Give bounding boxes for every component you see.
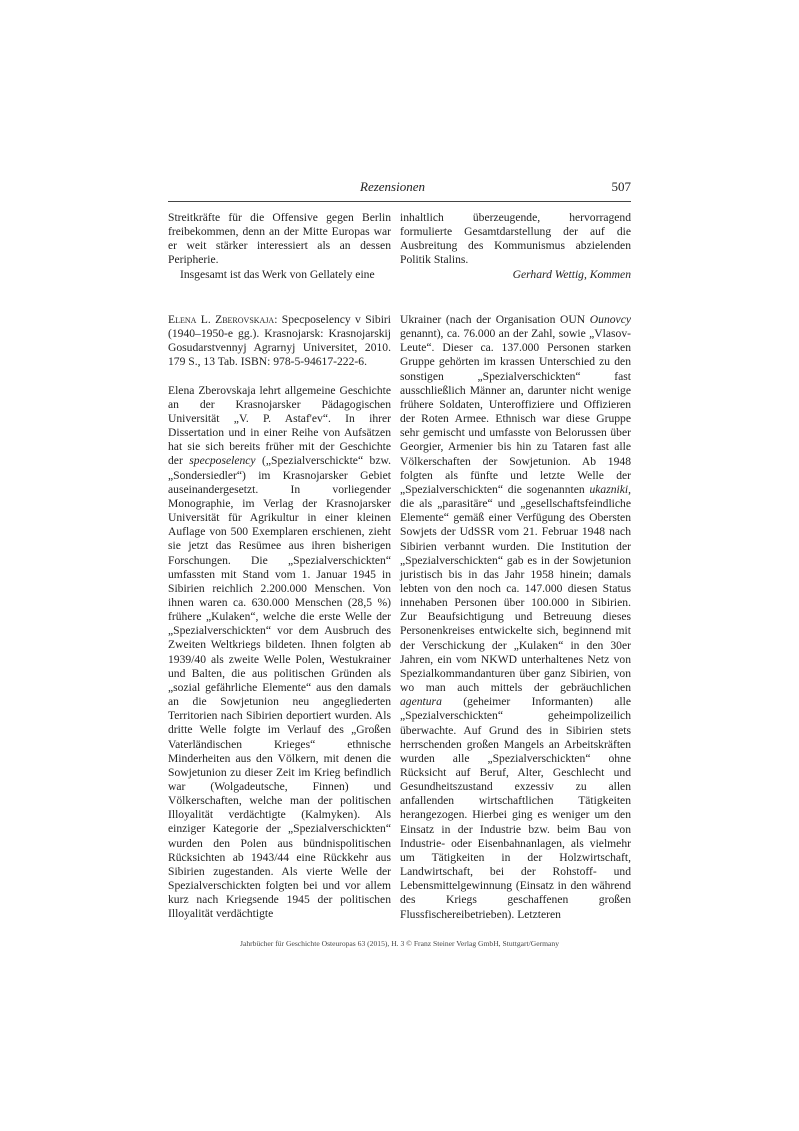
review-text-segment: Ukrainer (nach der Organisation OUN (400, 313, 590, 326)
review-body-text (168, 384, 391, 922)
running-header (168, 177, 631, 202)
russian-term: Ounovcy (589, 313, 631, 326)
top-left-column (168, 211, 391, 282)
review-text-segment: genannt), ca. 76.000 an der Zahl, sowie „Vlasov-Leute“. Dieser ca. 137.000 Personen starken Gruppe gehörten im krassen Unterschied zu den sonstigen „Spezialverschickten“ fast ausschließlich Männer an, darunter nicht wenige frühere Soldaten, Unteroffiziere und Offizieren der Roten Armee. Ethnisch war diese Gruppe sehr gemischt und umfasste von Belorussen über Georgier, Armenier bis hin zu Tataren fast alle Völkerschaften der Sowjetunion. Ab 1948 folgten als fünfte und letzte Welle der „Spezialverschickten“ die sogenannten (400, 327, 631, 496)
citation-details: : Specposelency v Sibiri (1940–1950-e gg.). Krasnojarsk: Krasnojarskij Gosudarstvennyj Agrarnyj Universitet, 2010. 179 S., 13 Tab. ISBN: 978-5-94617-222-6. (168, 313, 391, 369)
russian-term: agentura (400, 695, 442, 709)
review-text-segment: (geheimer Informanten) alle „Spezialverschickten“ geheimpolizeilich überwachte. Auf Grund des in Sibirien stets herrschenden großen Mangels an Arbeitskräften wurden alle „Spezialverschickten“ ohne Rücksicht auf Beruf, Alter, Geschlecht und Gesundheitszustand exzessiv zu allen anfallenden wirtschaftlichen Tätigkeiten herangezogen. Hierbei ging es weniger um den Einsatz in der Industrie bzw. beim Bau von Industrie- oder Eisenbahnanlagen, als vielmehr um Tätigkeiten in der Holzwirtschaft, Landwirtschaft, bei der Rohstoff- und Lebensmittelgewinnung (Einsatz in den während des Kriegs geschaffenen großen Flussfischereibetrieben). Letzteren (400, 695, 631, 921)
review-text-segment: Elena Zberovskaja lehrt allgemeine Geschichte an der Krasnojarsker Pädagogischen Universität „V. P. Astaf'ev“. In ihrer Dissertation und in einer Reihe von Aufsätzen hat sie sich bereits früher mit der Geschichte der (168, 383, 391, 468)
book-citation (168, 313, 391, 370)
review-text-segment: , die als „parasitäre“ und „gesellschaftsfeindliche Elemente“ gemäß einer Verfügung des Obersten Sowjets der UdSSR vom 21. Februar 1948 nach Sibirien verbannt wurden. Die Institution der „Spezialverschickten“ gab es in der Sowjetunion juristisch bis in das Jahr 1958 hinein; damals lebten von den noch ca. 147.000 diesen Status innehaben Personen über 100.000 in Sibirien. Zur Beaufsichtigung und Betreuung dieses Personenkreises entwickelte sich, beginnend mit der Verschickung der „Kulaken“ in den 30er Jahren, ein vom NKWD unterhaltenes Netz von Spezialkommandanturen über ganz Sibirien, von wo man auch mittels der gebräuchlichen (400, 482, 631, 695)
review-left-column (168, 313, 391, 922)
previous-review-text: Insgesamt ist das Werk von Gellately eine (180, 267, 375, 281)
previous-review-text: Streitkräfte für die Offensive gegen Berlin freibekommen, denn an der Mitte Europas war er weit stärker interessiert als an dessen Peripherie. (168, 211, 391, 267)
page-number: 507 (611, 179, 631, 194)
russian-term: specposelency (189, 454, 256, 468)
top-right-column (400, 211, 631, 282)
reviewer-signature: Gerhard Wettig, Kommen (512, 267, 631, 281)
russian-term: ukazniki (589, 482, 629, 496)
section-title: Rezensionen (360, 179, 425, 194)
page-footer: Jahrbücher für Geschichte Osteuropas 63 (2015), H. 3 © Franz Steiner Verlag GmbH, Stuttgart/Germany (240, 939, 559, 948)
book-author: Elena L. Zberovskaja (168, 313, 275, 326)
previous-review-text: inhaltlich überzeugende, hervorragend formulierte Gesamtdarstellung der auf die Ausbreitung des Kommunismus abzielenden Politik Stalins. (400, 211, 631, 267)
review-body-text (400, 313, 631, 922)
review-text-segment: („Spezialverschickte“ bzw. „Sondersiedler“) im Krasnojarsker Gebiet auseinandergesetzt. In vorliegender Monographie, im Verlag der Krasnojarsker Universität für Agrikultur in einer kleinen Auflage von 500 Exemplaren erschienen, zieht sie jetzt das Resümee aus ihren bisherigen Forschungen. Die „Spezialverschickten“ umfassten mit Stand vom 1. Januar 1945 in Sibirien reichlich 2.200.000 Menschen. Von ihnen waren ca. 630.000 Menschen (28,5 %) frühere „Kulaken“, welche die erste Welle der „Spezialverschickten“ vor dem Ausbruch des Zweiten Weltkriegs bildeten. Ihnen folgten ab 1939/40 als zweite Welle Polen, Westukrainer und Balten, die aus politischen Gründen als „sozial gefährliche Elemente“ aus den damals an die Sowjetunion neu angegliederten Territorien nach Sibirien deportiert wurden. Als dritte Welle folgte im Verlauf des „Großen Vaterländischen Krieges“ ethnische Minderheiten aus den Völkern, mit denen die Sowjetunion zu dieser Zeit im Krieg befindlich war (Wolgadeutsche, Finnen) und Völkerschaften, welche man der politischen Illoyalität verdächtigte (Kalmyken). Als einziger Kategorie der „Spezialverschickten“ wurden den Polen aus bündnispolitischen Rücksichten ab 1943/44 eine Rückkehr aus Sibirien zugestanden. Als vierte Welle der Spezialverschickten folgten bei und vor allem kurz nach Kriegsende 1945 der politischen Illoyalität verdächtigte (168, 454, 392, 921)
review-right-column (400, 313, 631, 922)
